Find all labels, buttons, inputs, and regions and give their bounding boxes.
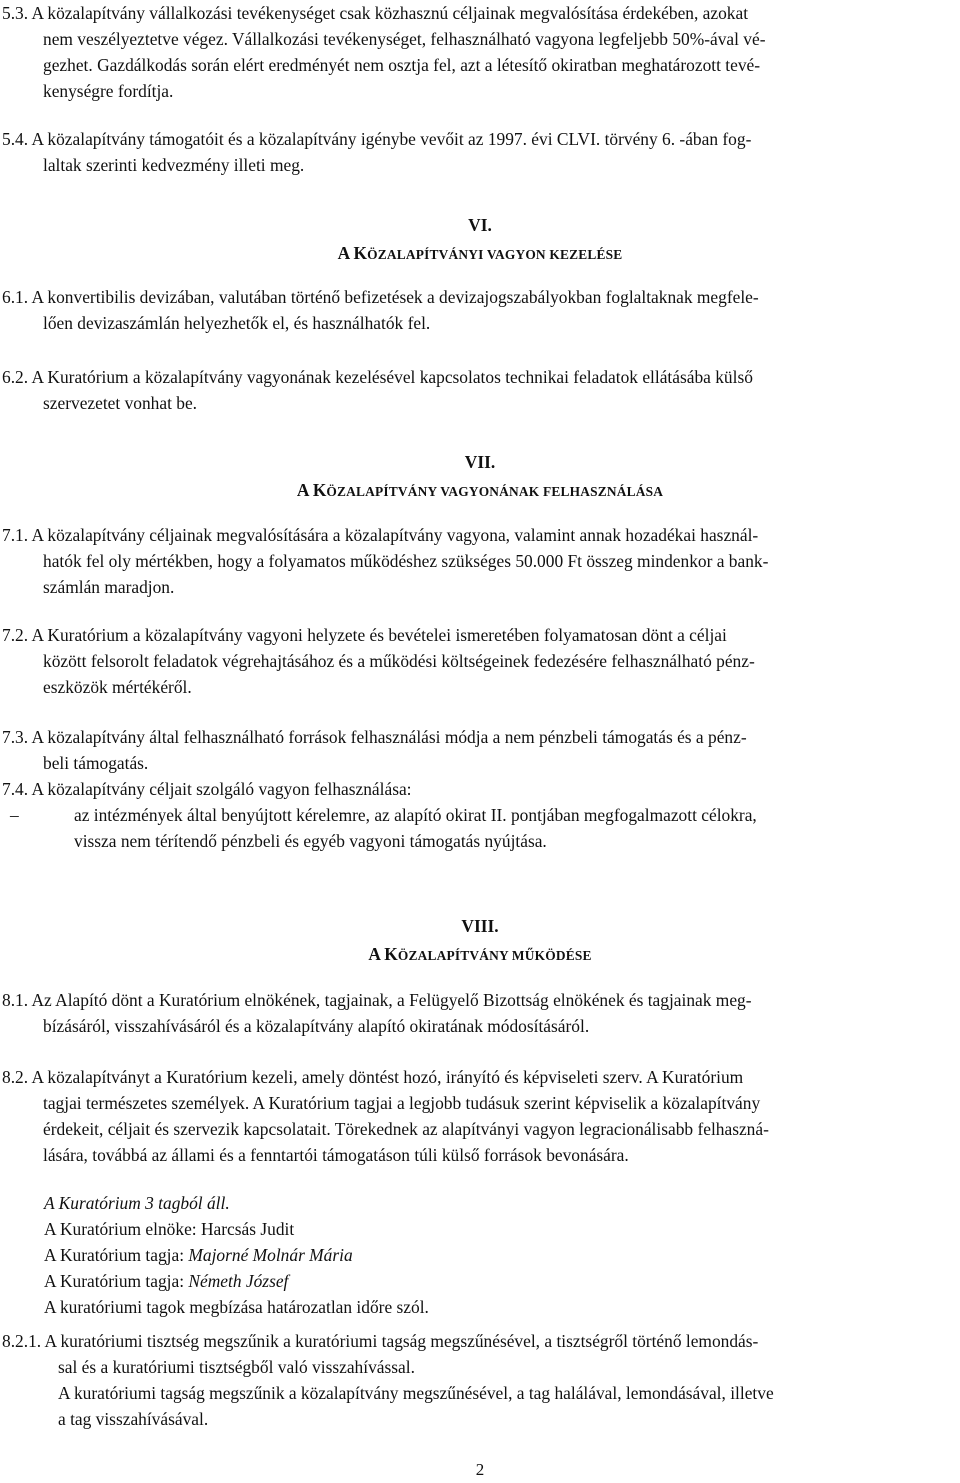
paragraph-line: eszközök mértékéről.: [43, 677, 192, 697]
paragraph-line: 6.1. A konvertibilis devizában, valutában történő befizetések a devizajogszabályokban foglaltaknak megfele-: [2, 287, 759, 307]
paragraph-5-3: [2, 0, 958, 104]
section-numeral: VII.: [464, 452, 496, 472]
paragraph-line: beli támogatás.: [43, 753, 149, 773]
paragraph-line: szervezetet vonhat be.: [43, 393, 198, 413]
paragraph-line: sal és a kuratóriumi tisztségből való visszahívással.: [58, 1357, 415, 1377]
paragraph-line: 8.1. Az Alapító dönt a Kuratórium elnökének, tagjainak, a Felügyelő Bizottság elnökének és tagjainak meg-: [2, 990, 752, 1010]
board-chair: [44, 1216, 944, 1242]
paragraph-7-4: [2, 776, 958, 802]
paragraph-6-1: [2, 284, 958, 336]
paragraph-line: 7.1. A közalapítvány céljainak megvalósítására a közalapítvány vagyona, valamint annak hozadékai használ-: [2, 525, 759, 545]
paragraph-line: számlán maradjon.: [43, 577, 175, 597]
section-title-rest: ÖZALAPÍTVÁNY MŰKÖDÉSE: [397, 948, 592, 963]
paragraph-line: 7.3. A közalapítvány által felhasználható források felhasználási módja a nem pénzbeli támogatás és a pénz-: [2, 727, 747, 747]
chair-label: A Kuratórium elnöke:: [44, 1219, 201, 1239]
paragraph-line: gezhet. Gazdálkodás során elért eredményét nem osztja fel, azt a létesítő okiratban meghatározott tevé-: [43, 55, 761, 75]
section-title-first: A K: [368, 944, 398, 964]
paragraph-line: érdekeit, céljait és szervezik kapcsolatait. Törekednek az alapítványi vagyon legracionálisabb felhaszná-: [43, 1119, 769, 1139]
paragraph-line: 5.3. A közalapítvány vállalkozási tevékenységet csak közhasznú céljainak megvalósítása érdekében, azokat: [2, 3, 749, 23]
paragraph-line: nem veszélyeztetve végez. Vállalkozási tevékenységet, felhasználható vagyona legfeljebb 50%-ával vé-: [43, 29, 766, 49]
board-term: A kuratóriumi tagok megbízása határozatlan időre szól.: [44, 1297, 429, 1317]
member-name: Németh József: [188, 1271, 289, 1291]
section-6-heading: [0, 212, 960, 268]
member-label: A Kuratórium tagja:: [44, 1245, 189, 1265]
paragraph-line: tagjai természetes személyek. A Kuratórium tagjai a legjobb tudásuk szerint képviselik a közalapítvány: [43, 1093, 761, 1113]
paragraph-line: lására, továbbá az állami és a fenntartói támogatáson túli külső források bevonására.: [43, 1145, 629, 1165]
section-numeral: VIII.: [461, 916, 499, 936]
paragraph-line: 6.2. A Kuratórium a közalapítvány vagyonának kezelésével kapcsolatos technikai feladatok ellátásába külső: [2, 367, 753, 387]
section-title-rest: ÖZALAPÍTVÁNY VAGYONÁNAK FELHASZNÁLÁSA: [326, 484, 664, 499]
list-item-line: vissza nem térítendő pénzbeli és egyéb vagyoni támogatás nyújtása.: [74, 831, 547, 851]
section-title: [0, 941, 960, 969]
chair-name: Harcsás Judit: [200, 1219, 295, 1239]
paragraph-line: lően devizaszámlán helyezhetők el, és használhatók fel.: [43, 313, 431, 333]
board-member: [44, 1268, 944, 1294]
section-title-rest: ÖZALAPÍTVÁNYI VAGYON KEZELÉSE: [367, 247, 623, 262]
dash-bullet: –: [10, 805, 19, 825]
paragraph-8-2-1: [2, 1328, 958, 1432]
board-members: [44, 1190, 944, 1320]
paragraph-8-1: [2, 987, 958, 1039]
section-title-first: A K: [337, 243, 368, 263]
paragraph-line: A kuratóriumi tagság megszűnik a közalapítvány megszűnésével, a tag halálával, lemondásával, illetve: [58, 1383, 774, 1403]
board-size: [44, 1190, 944, 1216]
member-label: A Kuratórium tagja:: [44, 1271, 189, 1291]
paragraph-line: bízásáról, visszahívásáról és a közalapítvány alapító okiratának módosításáról.: [43, 1016, 590, 1036]
section-numeral: VI.: [468, 215, 492, 235]
paragraph-line: a tag visszahívásával.: [58, 1409, 209, 1429]
page-number: 2: [475, 1460, 485, 1479]
list-item-line: az intézmények által benyújtott kérelemre, az alapító okirat II. pontjában megfogalmazott célokra,: [74, 805, 757, 825]
section-title-first: A K: [296, 480, 327, 500]
paragraph-line: 8.2.1. A kuratóriumi tisztség megszűnik a kuratóriumi tagság megszűnésével, a tisztségről történő lemondás-: [2, 1331, 759, 1351]
section-title: [0, 477, 960, 505]
paragraph-7-3: [2, 724, 958, 776]
paragraph-line: kenységre fordítja.: [43, 81, 174, 101]
board-member: [44, 1242, 944, 1268]
paragraph-line: hatók fel oly mértékben, hogy a folyamatos működéshez szükséges 50.000 Ft összeg mindenkor a bank-: [43, 551, 769, 571]
paragraph-line: 5.4. A közalapítvány támogatóit és a közalapítvány igénybe vevőit az 1997. évi CLVI. törvény 6. -ában fog-: [2, 129, 752, 149]
section-8-heading: [0, 913, 960, 969]
paragraph-7-2: [2, 622, 958, 700]
paragraph-line: 7.2. A Kuratórium a közalapítvány vagyoni helyzete és bevételei ismeretében folyamatosan dönt a céljai: [2, 625, 727, 645]
paragraph-8-2: [2, 1064, 958, 1168]
paragraph-line: laltak szerinti kedvezmény illeti meg.: [43, 155, 305, 175]
paragraph-line: 8.2. A közalapítványt a Kuratórium kezeli, amely döntést hozó, irányító és képviseleti szerv. A Kuratórium: [2, 1067, 744, 1087]
board-size-text: A Kuratórium 3 tagból áll.: [44, 1193, 230, 1213]
paragraph-line: 7.4. A közalapítvány céljait szolgáló vagyon felhasználása:: [2, 779, 412, 799]
section-title: [0, 240, 960, 268]
paragraph-5-4: [2, 126, 958, 178]
member-name: Majorné Molnár Mária: [188, 1245, 353, 1265]
paragraph-6-2: [2, 364, 958, 416]
paragraph-line: között felsorolt feladatok végrehajtásához és a működési költségeinek fedezésére felhasználható pénz-: [43, 651, 755, 671]
paragraph-7-1: [2, 522, 958, 600]
section-7-heading: [0, 449, 960, 505]
